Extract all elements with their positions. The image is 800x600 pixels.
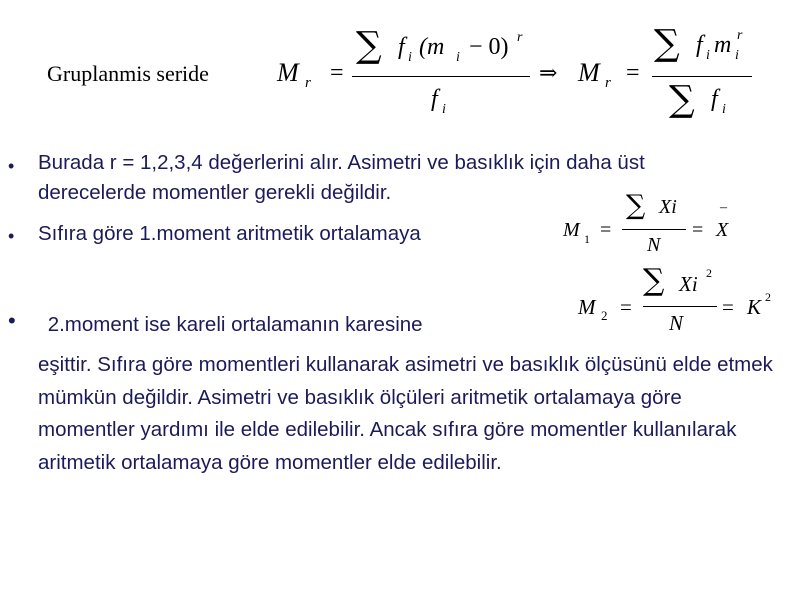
sigma-symbol: ∑ [356,25,382,66]
implies-arrow: ⇒ [539,61,558,86]
formula-rhs-M: M [578,58,600,87]
formula-equals-2: = [626,60,640,86]
formula-rhs-sub: r [605,75,611,91]
den1-f-sub: i [442,102,446,117]
m2-rhs: K [747,295,762,319]
bullet-dot-2: • [8,226,15,246]
m1-fraction-line [622,229,686,230]
den2-f: f [711,86,718,112]
m2-M: M [578,295,596,319]
num2-f-sub: i [706,48,710,63]
m1-equals-2: = [692,219,704,241]
m1-den: N [647,234,661,256]
num2-m-sub: i [735,48,739,63]
num2-m: m [714,32,732,58]
bullet-text-2: Sıfıra göre 1.moment aritmetik ortalamaya [38,222,421,245]
m1-bar: – [720,200,727,215]
m1-sigma: ∑ [626,190,646,221]
bullet-text-1: Burada r = 1,2,3,4 değerlerini alır. Asimetri ve basıklık için daha üst derecelerde momentler gerekli değildir. [38,151,645,204]
m1-num: Xi [659,196,677,218]
m2-den: N [669,311,684,335]
m1-sub: 1 [584,232,590,246]
num1-f: f [398,34,405,60]
fraction-line-1 [352,76,530,77]
m2-sub: 2 [601,308,608,323]
sigma-symbol-2: ∑ [654,23,680,64]
bullet-text-3: 2.moment ise kareli ortalamanın karesine [42,313,423,336]
m2-sigma: ∑ [643,263,665,298]
m2-equals-2: = [722,295,734,319]
formula-label: Gruplanmis seride [47,61,209,86]
den1-f: f [431,86,438,112]
bullet-dot-3: • [8,308,16,333]
m2-equals: = [620,295,632,319]
m1-M: M [563,219,580,241]
num1-sup: r [517,30,523,45]
num1-m: (m [419,34,445,60]
num1-f-sub: i [408,50,412,65]
m2-num-sup: 2 [706,266,712,280]
fraction-line-2 [652,76,752,77]
m1-equals: = [600,219,612,241]
continuation-paragraph: eşittir. Sıfıra göre momentleri kullanarak asimetri ve basıklık ölçüsünü elde etmek mümkün değildir. Asimetri ve basıklık ölçüleri aritmetik ortalamaya göre momentler yardımı ile elde edilebilir. Ancak sıfıra göre momentler kullanılarak aritmetik ortalamaya göre momentler elde edilebilir. [38,353,773,474]
bullet-dot-1: • [8,156,15,176]
m2-num: Xi [679,272,698,296]
sigma-symbol-3: ∑ [669,79,695,120]
m1-rhs: X [716,219,729,241]
num2-f: f [696,32,703,58]
den2-f-sub: i [722,102,726,117]
formula-lhs-sub: r [305,75,311,91]
formula-lhs-M: M [277,58,299,87]
num1-tail: − 0) [463,34,509,60]
formula-equals-1: = [330,60,344,86]
num1-m-sub: i [456,50,460,65]
m2-rhs-sup: 2 [765,290,771,304]
m2-fraction-line [643,306,717,307]
num2-m-sup: r [737,28,743,43]
